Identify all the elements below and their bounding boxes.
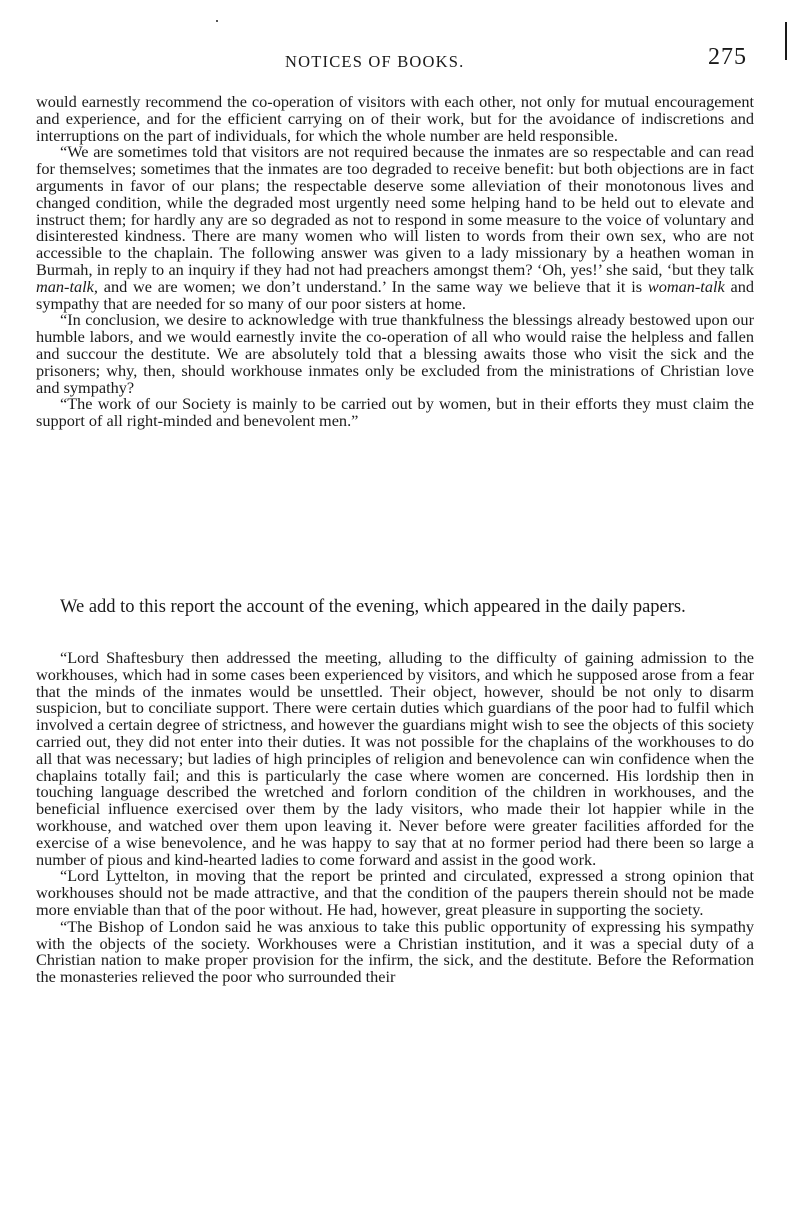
paragraph-society-work: “The work of our Society is mainly to be carried out by women, but in their efforts they must claim the support of all right-minded and benevolent men.” — [36, 394, 754, 431]
quoted-report-block — [36, 94, 754, 430]
paragraph-visitors-text: “We are sometimes told that visitors are not required because the inmates are so respectable and can read for themselves; sometimes that the inmates are too degraded to receive benefit: but both objections are in fact arguments in favor of our plans; the respectable deserve some alleviation of their monotonous lives and changed condition, while the degraded most urgently need some helping hand to be held out to elevate and instruct them; for hardly any are so degraded as not to respond in some measure to the voice of voluntary and disinterested kindness. There are many women who will listen to words from their own sex, who are not accessible to the chaplain. The following answer was given to a lady missionary by a heathen woman in Burmah, in reply to an inquiry if they had not had preachers amongst them? ‘Oh, yes!’ she said, ‘but they talk — [36, 142, 754, 279]
italic-man-talk: man-talk, — [36, 276, 98, 296]
paragraph-bishop-london: “The Bishop of London said he was anxious to take this public opportunity of expressing his sympathy with the objects of the society. Workhouses were a Christian institution, and it was a special duty of a Christian nation to make proper provision for the infirm, the sick, and the destitute. Before the Reformation the monasteries relieved the poor who surrounded their — [36, 916, 754, 987]
paragraph-visitors-end: and sympathy that are needed for so many of our poor sisters at home. — [36, 276, 754, 313]
paragraph-visitors-mid: and we are women; we don’t understand.’ In the same way we believe that it is — [103, 276, 643, 296]
paragraph-conclusion: “In conclusion, we desire to acknowledge with true thankfulness the blessings already bestowed upon our humble labors, and we would earnestly invite the co-operation of all who would raise the helpless and fallen and succour the destitute. We are absolutely told that a blessing awaits those who visit the sick and the prisoners; why, then, should workhouse inmates only be excluded from the ministrations of Christian love and sympathy? — [36, 310, 754, 397]
daily-papers-account-block — [36, 650, 754, 986]
page-number: 275 — [708, 44, 747, 70]
paragraph-lyttelton: “Lord Lyttelton, in moving that the report be printed and circulated, expressed a strong opinion that workhouses should not be made attractive, and that the condition of the paupers therein should not be made more enviable than that of the poor without. He had, however, great pleasure in supporting the society. — [36, 866, 754, 919]
paragraph-visitors-required — [36, 144, 754, 312]
intro-paragraph: We add to this report the account of the evening, which appeared in the daily papers. — [60, 597, 686, 617]
paragraph-shaftesbury: “Lord Shaftesbury then addressed the meeting, alluding to the difficulty of gaining admission to the workhouses, which had in some cases been experienced by visitors, and which he supposed arose from a fear that the minds of the inmates would be unsettled. Their object, however, should be not only to disarm suspicion, but to conciliate support. There were certain duties which guardians of the poor had to fulfil which involved a certain degree of strictness, and however the guardians might wish to see the objects of this society carried out, they did not enter into their duties. It was not possible for the chaplains of the workhouses to do all that was necessary; but ladies of high principles of religion and benevolence can win confidence when the chaplains totally fail; and this is particularly the case where women are concerned. His lordship then in touching language described the wretched and forlorn condition of the children in workhouses, and the beneficial influence exercised over them by the lady visitors, who made their lot happier while in the workhouse, and watched over them upon leaving it. Never before were greater facilities afforded for the exercise of a wise benevolence, and he was happy to say that at no former period had there been so large a number of pious and kind-hearted ladies to come forward and assist in the good work. — [36, 648, 754, 869]
margin-rule — [785, 22, 787, 60]
running-title: NOTICES OF BOOKS. — [285, 52, 465, 71]
paragraph-cooperation: would earnestly recommend the co-operation of visitors with each other, not only for mutual encouragement and experience, and for the efficient carrying on of their work, but for the avoidance of indiscretions and interruptions on the part of individuals, for which the whole number are held responsible. — [36, 92, 754, 145]
print-speck — [216, 20, 218, 22]
italic-woman-talk: woman-talk — [647, 276, 725, 296]
editorial-intro — [36, 596, 754, 618]
